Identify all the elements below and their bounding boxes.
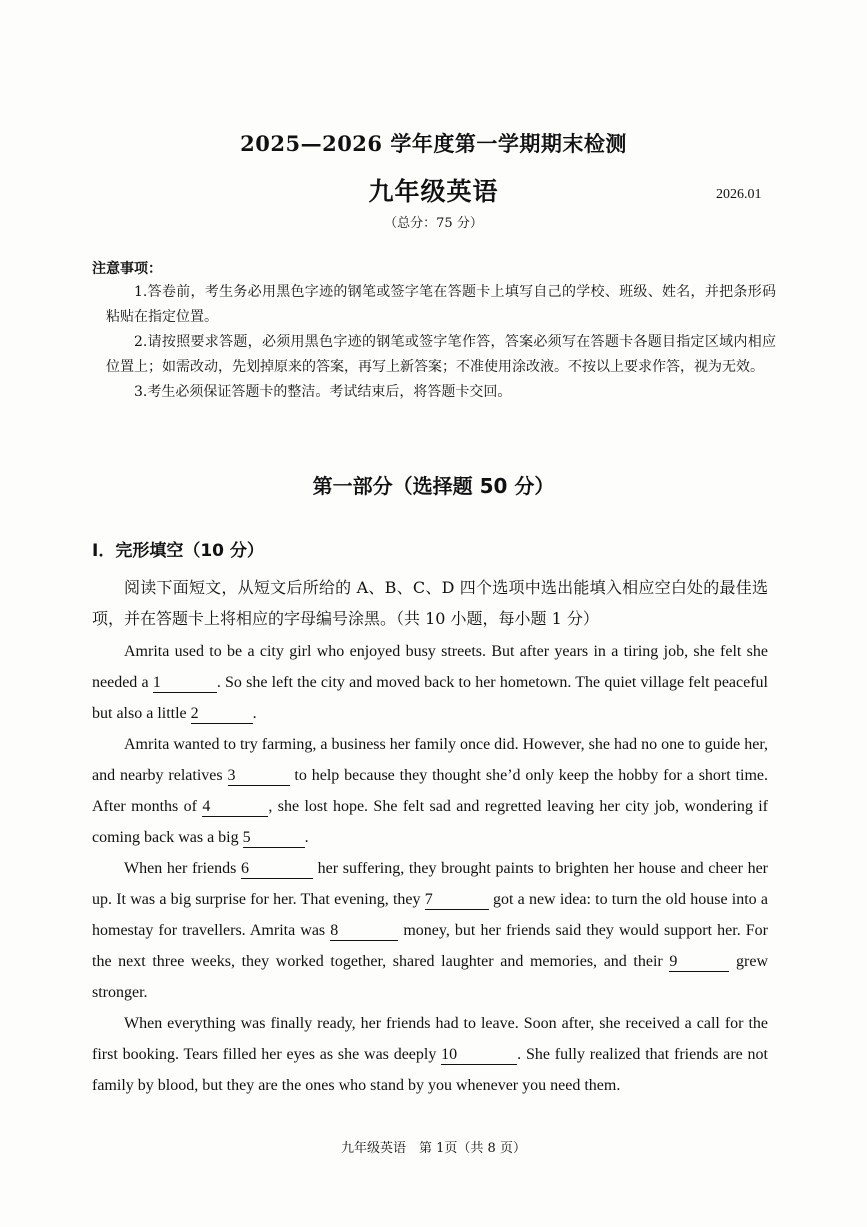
notice-item: 1.答卷前，考生务必用黑色字迹的钢笔或签字笔在答题卡上填写自己的学校、班级、姓名，并把条形码粘贴在指定位置。 [106, 284, 776, 325]
exam-date: 2026.01 [716, 187, 762, 202]
cloze-passage [92, 636, 768, 1101]
passage-text: . She fully realized that friends are not family by blood, but they are the ones who stand by you whenever you need them. [92, 1046, 768, 1094]
passage-paragraph [92, 729, 768, 853]
passage-text: , she lost hope. She felt sad and regretted leaving her city job, wondering if coming back was a big [92, 798, 769, 846]
passage-paragraph [92, 636, 768, 729]
blank-6: 6 [241, 860, 313, 879]
passage-text: money, but her friends said they would support her. For the next three weeks, they worked together, shared laughter and memories, and their [92, 922, 769, 970]
section-directions: 阅读下面短文，从短文后所给的 A、B、C、D 四个选项中选出能填入相应空白处的最佳选项，并在答题卡上将相应的字母编号涂黑。（共 10 小题，每小题 1 分） [92, 578, 768, 628]
passage-text: her suffering, they brought paints to brighten her house and cheer her up. It was a big surprise for her. That evening, they [92, 860, 769, 908]
passage-text: Amrita wanted to try farming, a business her family once did. However, she had no one to guide her, and nearby relatives [92, 736, 768, 784]
passage-paragraph [92, 1008, 768, 1101]
blank-7: 7 [425, 891, 489, 910]
blank-4: 4 [202, 798, 268, 817]
blank-3: 3 [228, 767, 290, 786]
blank-9: 9 [669, 953, 729, 972]
passage-text: When her friends [124, 860, 242, 877]
blank-8: 8 [330, 922, 398, 941]
blank-1: 1 [153, 674, 217, 693]
section-title: I．完形填空（10 分） [92, 541, 264, 561]
passage-text: . [304, 829, 309, 846]
passage-text: grew stronger. [92, 953, 769, 1001]
passage-paragraph [92, 853, 768, 1008]
page-footer: 九年级英语 第 1页（共 8 页） [341, 1141, 526, 1156]
passage-text: When everything was finally ready, her friends had to leave. Soon after, she received a call for the first booking. Tears filled her eyes as she was deeply [92, 1015, 768, 1063]
notice-list [106, 280, 776, 405]
subject-title: 九年级英语 [368, 177, 499, 206]
notice-item: 3.考生必须保证答题卡的整洁。考试结束后，将答题卡交回。 [134, 384, 512, 400]
notice-heading: 注意事项： [92, 261, 162, 277]
part-title: 第一部分（选择题 50 分） [312, 474, 555, 498]
exam-title: 2025—2026 学年度第一学期期末检测 [240, 131, 627, 156]
total-score: （总分：75 分） [384, 216, 483, 231]
blank-2: 2 [191, 705, 253, 724]
notice-item: 2.请按照要求答题，必须用黑色字迹的钢笔或签字笔作答，答案必须写在答题卡各题目指定区域内相应位置上；如需改动，先划掉原来的答案，再写上新答案；不准使用涂改液。不按以上要求作答，视为无效。 [106, 334, 776, 375]
passage-text: got a new idea: to turn the old house into a homestay for travellers. Amrita was [92, 891, 769, 939]
blank-5: 5 [243, 829, 305, 848]
passage-text: . [252, 705, 257, 722]
passage-text: to help because they thought she’d only keep the hobby for a short time. After months of [92, 767, 769, 815]
passage-text: . So she left the city and moved back to her hometown. The quiet village felt peaceful but also a little [92, 674, 768, 722]
passage-text: Amrita used to be a city girl who enjoyed busy streets. But after years in a tiring job, she felt she needed a [92, 643, 768, 691]
blank-10: 10 [441, 1046, 517, 1065]
